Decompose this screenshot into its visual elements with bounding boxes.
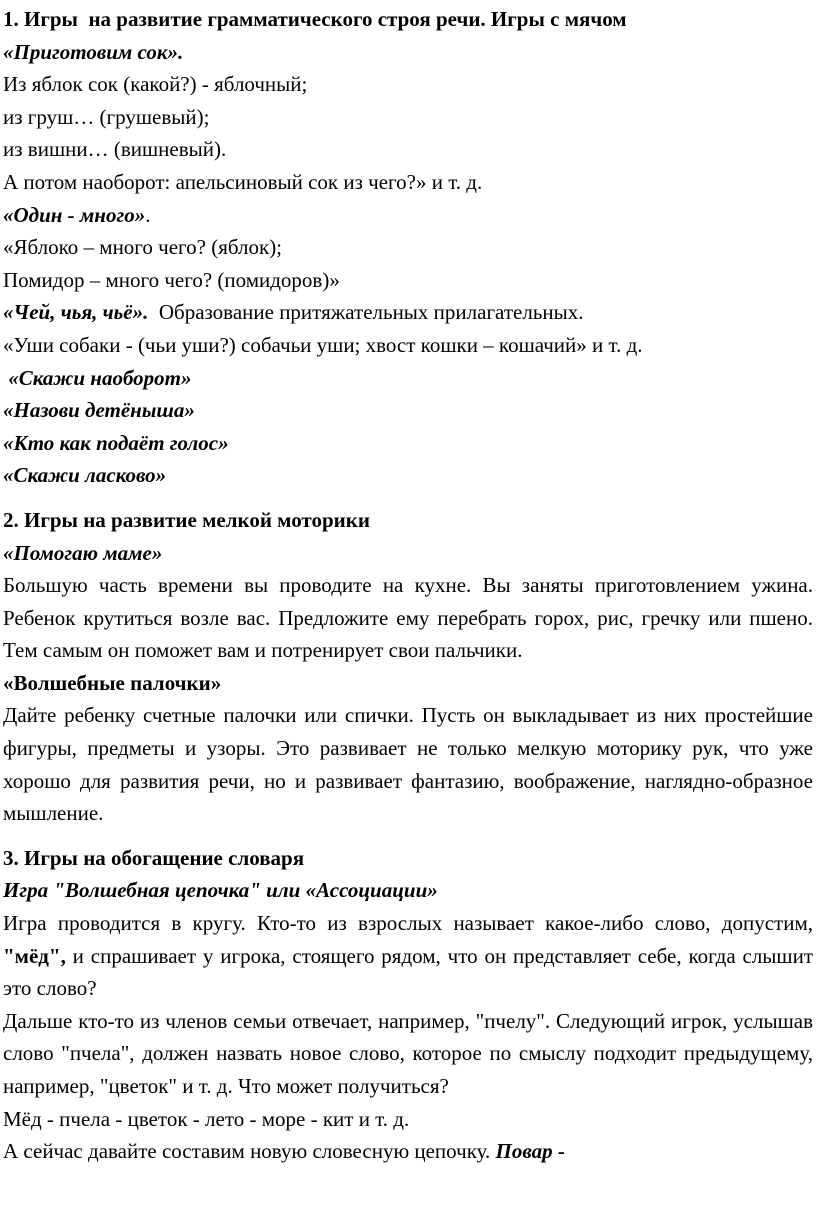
paragraph-text: и спрашивает у игрока, стоящего рядом, что он представляет себе, когда слышит это слово? — [3, 943, 813, 1001]
game-line: Помидор – много чего? (помидоров)» — [3, 267, 340, 292]
game-line: Из яблок сок (какой?) - яблочный; — [3, 72, 308, 97]
section1-heading: 1. Игры на развитие грамматического строя речи. Игры с мячом — [3, 7, 627, 31]
game-title-magic-chain: Игра "Волшебная цепочка" или «Ассоциации» — [3, 878, 438, 903]
section-spacer — [3, 492, 813, 504]
word-chain-example: Мёд - пчела - цветок - лето - море - кит и т. д. — [3, 1106, 410, 1131]
title-period: . — [145, 202, 151, 227]
section-spacer — [3, 830, 813, 842]
game-title-help-mom: «Помогаю маме» — [3, 540, 163, 565]
game-line: из вишни… (вишневый). — [3, 137, 227, 162]
game-title-one-many-line — [3, 199, 813, 232]
game-line: «Уши собаки - (чьи уши?) собачьи уши; хвост кошки – кошачий» и т. д. — [3, 332, 643, 357]
example-word: "мёд", — [3, 943, 66, 968]
game-title-magic-sticks: «Волшебные палочки» — [3, 670, 222, 695]
game-paragraph-continue: Дальше кто-то из членов семьи отвечает, например, "пчелу". Следующий игрок, услышав слово "пчела", должен назвать новое слово, которое по смыслу подходит предыдущему, например, "цветок" и т. д. Что может получиться? — [3, 1008, 813, 1098]
section3-heading: 3. Игры на обогащение словаря — [3, 845, 305, 870]
game-title-extra: «Скажи наоборот» — [3, 365, 192, 390]
game-line: А потом наоборот: апельсиновый сок из чего?» и т. д. — [3, 169, 483, 194]
game-description: Образование притяжательных прилагательных. — [148, 300, 584, 325]
game-title-one-many: «Один - много» — [3, 202, 146, 227]
game-title-extra: «Скажи ласково» — [3, 463, 167, 488]
paragraph-text: Игра проводится в кругу. Кто-то из взрослых называет какое-либо слово, допустим, — [3, 911, 813, 936]
section2-heading: 2. Игры на развитие мелкой моторики — [3, 507, 370, 532]
game-title-whose: «Чей, чья, чьё». — [3, 300, 149, 325]
game-paragraph-magic-sticks: Дайте ребенку счетные палочки или спички. Пусть он выкладывает из них простейшие фигуры, предметы и узоры. Это развивает не только мелкую моторику рук, что уже хорошо для развития речи, но и развивает фантазию, воображение, наглядно-образное мышление. — [3, 703, 813, 826]
game-line: из груш… (грушевый); — [3, 104, 210, 129]
game-title-extra: «Назови детёныша» — [3, 398, 195, 423]
game-line: «Яблоко – много чего? (яблок); — [3, 235, 283, 260]
game-title-juice: «Приготовим сок». — [3, 39, 184, 64]
game-title-whose-line — [3, 296, 813, 329]
chain-start-word: Повар - — [495, 1139, 565, 1164]
game-title-extra: «Кто как подаёт голос» — [3, 430, 229, 455]
game-paragraph-rules — [3, 907, 813, 1005]
prompt-text: А сейчас давайте составим новую словесную цепочку. — [3, 1139, 496, 1164]
game-paragraph-help-mom: Большую часть времени вы проводите на кухне. Вы заняты приготовлением ужина. Ребенок крутиться возле вас. Предложите ему перебрать горох, рис, гречку или пшено. Тем самым он поможет вам и потренирует свои пальчики. — [3, 573, 813, 663]
new-chain-prompt — [3, 1135, 813, 1168]
